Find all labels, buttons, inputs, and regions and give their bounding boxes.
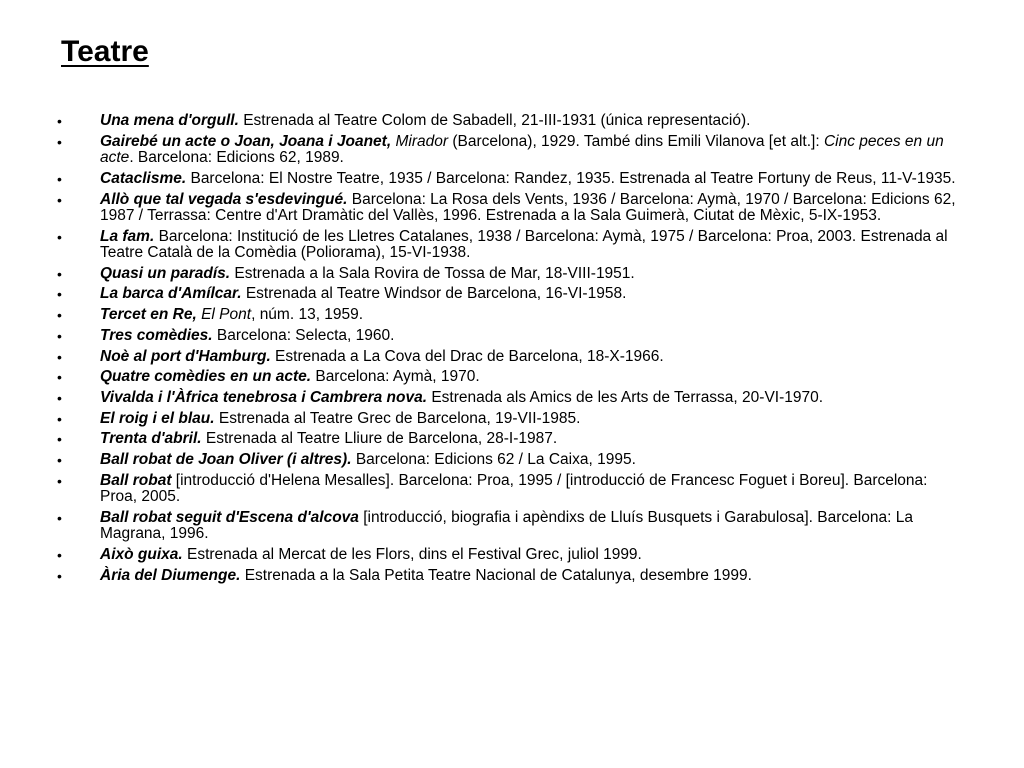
work-title: Vivalda i l'Àfrica tenebrosa i Cambrera nova.	[100, 388, 428, 406]
entry-text	[100, 390, 962, 406]
list-item	[57, 113, 962, 129]
entry-detail: Estrenada al Teatre Grec de Barcelona, 19-VII-1985.	[214, 409, 581, 427]
list-item	[57, 134, 962, 167]
entry-detail: Estrenada al Teatre Lliure de Barcelona, 28-I-1987.	[201, 430, 558, 448]
entry-detail: Barcelona: El Nostre Teatre, 1935 / Barcelona: Randez, 1935. Estrenada al Teatre Fortuny de Reus, 11-V-1935.	[186, 169, 956, 187]
entry-text	[100, 473, 962, 506]
work-title: Gairebé un acte o Joan, Joana i Joanet,	[100, 132, 392, 150]
bullet-icon	[57, 547, 77, 564]
publication-title: Cinc peces en un acte	[100, 132, 944, 167]
list-item	[57, 510, 962, 543]
list-item	[57, 328, 962, 344]
work-title: Quasi un paradís.	[100, 264, 231, 282]
work-title: Això guixa.	[100, 545, 183, 563]
work-title: La barca d'Amílcar.	[100, 285, 242, 303]
entry-detail: Estrenada al Mercat de les Flors, dins el Festival Grec, juliol 1999.	[182, 545, 642, 563]
bullet-icon	[57, 473, 77, 490]
bullet-icon	[57, 307, 77, 324]
list-item	[57, 286, 962, 302]
work-title: El roig i el blau.	[100, 409, 215, 427]
entry-text	[100, 307, 962, 323]
list-item	[57, 192, 962, 225]
work-title: Quatre comèdies en un acte.	[100, 368, 312, 386]
bullet-icon	[57, 171, 77, 188]
publication-title: Mirador	[395, 132, 449, 150]
entry-detail: [introducció, biografia i apèndixs de Lluís Busquets i Garabulosa]. Barcelona: La Magrana, 1996.	[100, 508, 913, 543]
entry-detail: Estrenada a la Sala Petita Teatre Nacional de Catalunya, desembre 1999.	[240, 566, 752, 584]
work-title: Ària del Diumenge.	[100, 566, 241, 584]
list-item	[57, 473, 962, 506]
entry-text	[100, 328, 962, 344]
entry-detail: Estrenada al Teatre Colom de Sabadell, 21-III-1931 (única representació).	[238, 112, 751, 129]
bullet-icon	[57, 229, 77, 246]
slide-title: Teatre	[61, 35, 149, 68]
entry-text	[100, 134, 962, 167]
bullet-icon	[57, 390, 77, 407]
work-title: Noè al port d'Hamburg.	[100, 347, 271, 365]
entry-detail: Barcelona: La Rosa dels Vents, 1936 / Barcelona: Aymà, 1970 / Barcelona: Edicions 62, 1987 / Terrassa: Centre d'Art Dramàtic del Vallès, 1996. Estrenada a la Sala Guimerà, Ciutat de Mèxic, 5-IX-1953.	[100, 190, 956, 224]
bullet-icon	[57, 411, 77, 428]
entry-text	[100, 192, 962, 225]
bullet-icon	[57, 192, 77, 209]
list-item	[57, 547, 962, 563]
bullet-icon	[57, 113, 77, 130]
entry-detail: Estrenada a la Sala Rovira de Tossa de Mar, 18-VIII-1951.	[230, 264, 635, 282]
entry-text	[100, 547, 962, 563]
list-item	[57, 171, 962, 187]
entry-detail: Estrenada al Teatre Windsor de Barcelona, 16-VI-1958.	[241, 285, 627, 303]
entry-detail: Barcelona: Edicions 62 / La Caixa, 1995.	[351, 451, 636, 469]
entry-text	[100, 510, 962, 543]
entry-detail: (Barcelona), 1929. També dins Emili Vilanova [et alt.]:	[448, 132, 824, 150]
bullet-icon	[57, 568, 77, 585]
entry-detail: Estrenada als Amics de les Arts de Terrassa, 20-VI-1970.	[427, 388, 824, 406]
entry-detail: Estrenada a La Cova del Drac de Barcelona, 18-X-1966.	[270, 347, 664, 365]
entry-text	[100, 266, 962, 282]
entry-detail: [introducció d'Helena Mesalles]. Barcelona: Proa, 1995 / [introducció de Francesc Foguet i Boreu]. Barcelona: Proa, 2005.	[100, 471, 928, 506]
entry-text	[100, 431, 962, 447]
entry-text	[100, 452, 962, 468]
work-title: Trenta d'abril.	[100, 430, 202, 448]
list-item	[57, 431, 962, 447]
list-item	[57, 568, 962, 584]
list-item	[57, 266, 962, 282]
work-title: Tres comèdies.	[100, 326, 213, 344]
publication-title: El Pont	[201, 306, 252, 324]
work-title: Ball robat	[100, 471, 172, 489]
work-title: La fam.	[100, 227, 155, 245]
bullet-icon	[57, 134, 77, 151]
entry-text	[100, 411, 962, 427]
bullet-icon	[57, 328, 77, 345]
entry-text	[100, 113, 962, 129]
list-item	[57, 229, 962, 262]
list-item	[57, 369, 962, 385]
list-item	[57, 390, 962, 406]
bullet-icon	[57, 266, 77, 283]
entry-text	[100, 369, 962, 385]
work-title: Ball robat seguit d'Escena d'alcova	[100, 508, 359, 526]
work-title: Una mena d'orgull.	[100, 112, 239, 129]
entry-text	[100, 568, 962, 584]
entry-detail: Barcelona: Aymà, 1970.	[311, 368, 480, 386]
list-item	[57, 452, 962, 468]
entry-text	[100, 286, 962, 302]
entry-detail: , núm. 13, 1959.	[251, 306, 364, 324]
entry-detail: Barcelona: Institució de les Lletres Catalanes, 1938 / Barcelona: Aymà, 1975 / Barcelona: Proa, 2003. Estrenada al Teatre Català de la Comèdia (Poliorama), 15-VI-1938.	[100, 227, 948, 262]
bullet-icon	[57, 452, 77, 469]
entry-detail: Barcelona: Selecta, 1960.	[212, 326, 395, 344]
work-title: Allò que tal vegada s'esdevingué.	[100, 190, 348, 208]
bullet-icon	[57, 510, 77, 527]
list-item	[57, 307, 962, 323]
entry-text	[100, 171, 962, 187]
work-title: Cataclisme.	[100, 169, 187, 187]
bullet-icon	[57, 286, 77, 303]
entry-text	[100, 349, 962, 365]
work-title: Tercet en Re,	[100, 306, 197, 324]
bullet-icon	[57, 369, 77, 386]
bibliography-list	[57, 113, 962, 588]
list-item	[57, 349, 962, 365]
entry-text	[100, 229, 962, 262]
bullet-icon	[57, 349, 77, 366]
list-item	[57, 411, 962, 427]
entry-detail: . Barcelona: Edicions 62, 1989.	[129, 149, 344, 167]
bullet-icon	[57, 431, 77, 448]
work-title: Ball robat de Joan Oliver (i altres).	[100, 451, 352, 469]
